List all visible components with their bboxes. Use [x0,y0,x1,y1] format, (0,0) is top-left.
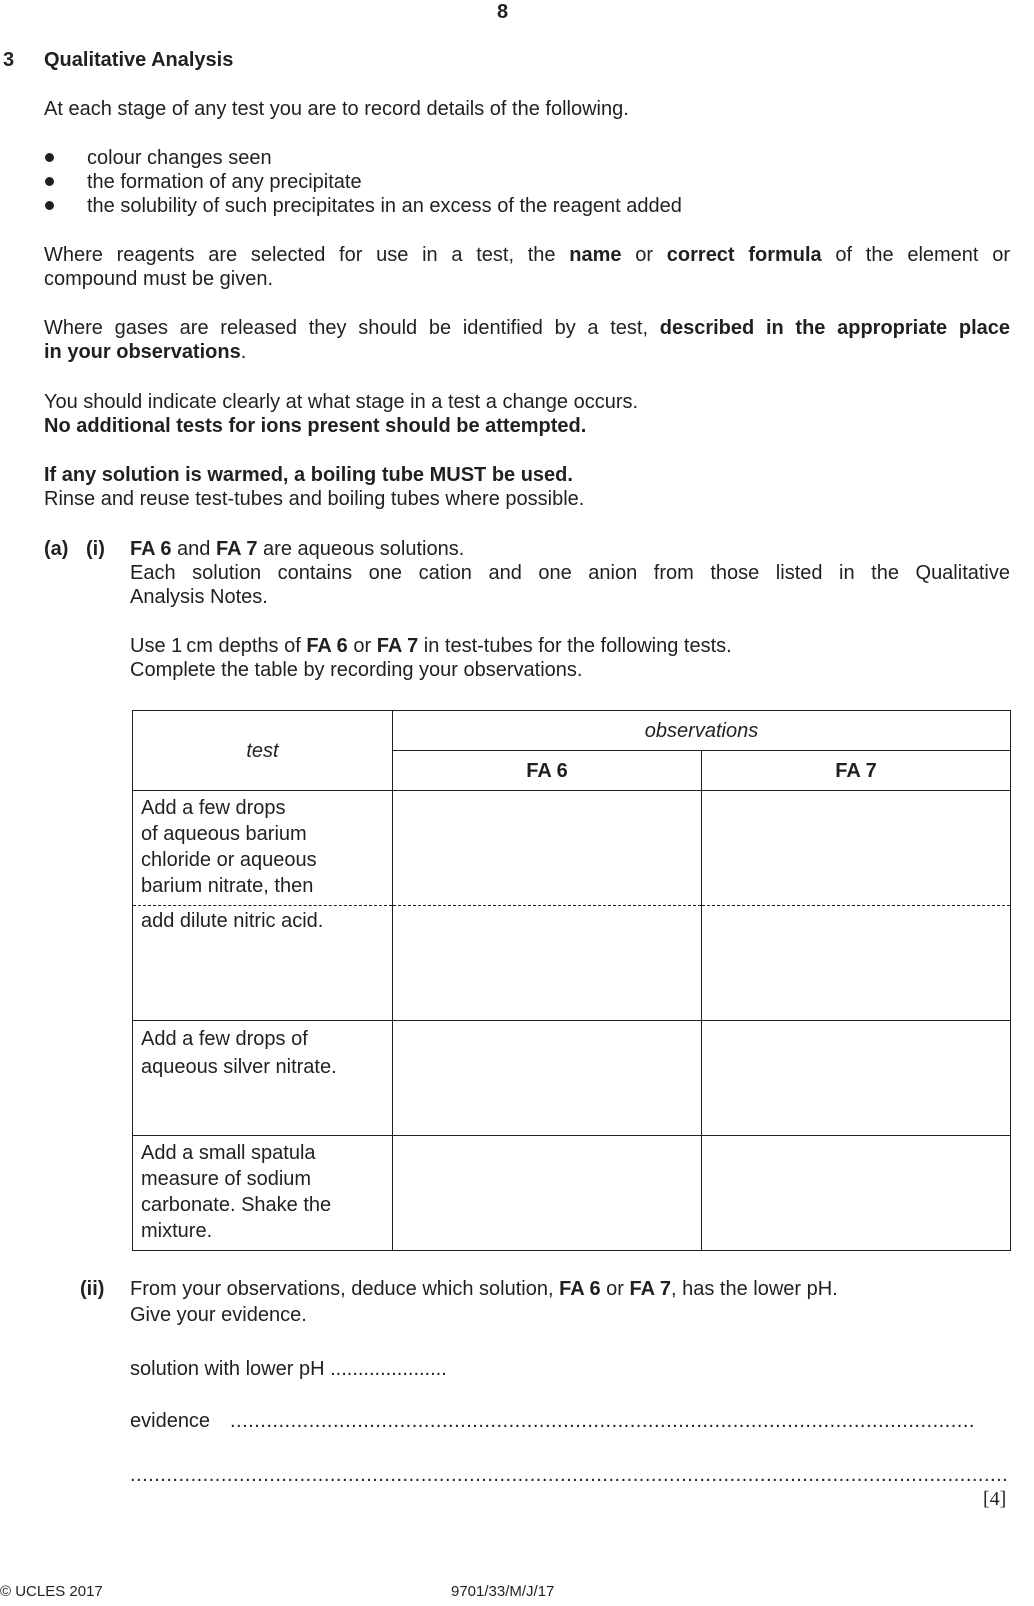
fa6-answer-cell[interactable] [393,791,702,906]
part-a-line3: Analysis Notes. [130,586,268,608]
use-depths-instruction: Use 1 cm depths of FA 6 or FA 7 in test-tubes for the following tests. [130,635,732,657]
fa7-answer-cell[interactable] [702,1136,1011,1251]
bullet-icon [45,177,54,186]
bullet-icon [45,153,54,162]
bullet-item: the formation of any precipitate [87,171,362,193]
part-ii-line1: From your observations, deduce which solution, FA 6 or FA 7, has the lower pH. [130,1278,838,1300]
bullet-item: the solubility of such precipitates in an excess of the reagent added [87,195,682,217]
test-cell: Add a few drops of aqueous silver nitrate. [133,1021,393,1136]
part-a-line1: FA 6 and FA 7 are aqueous solutions. [130,538,465,560]
header-fa6: FA 6 [393,751,702,791]
reagents-paragraph-end: compound must be given. [44,268,274,290]
header-fa7: FA 7 [702,751,1011,791]
part-a-line2: Each solution contains one cation and one anion from those listed in the Qualitative [130,562,1010,584]
observations-table [132,710,1011,1251]
fa6-answer-cell[interactable] [393,906,702,1021]
marks: [4] [983,1488,1007,1510]
gases-paragraph: Where gases are released they should be identified by a test, described in the appropriate place [44,317,1010,339]
gases-paragraph-end: in your observations. [44,341,247,363]
test-cell: Add a small spatula measure of sodium carbonate. Shake the mixture. [133,1136,393,1251]
header-observations: observations [393,711,1011,751]
stage-instruction: You should indicate clearly at what stage in a test a change occurs. [44,391,639,413]
reagents-paragraph: Where reagents are selected for use in a test, the name or correct formula of the element or [44,244,1010,266]
question-title: Qualitative Analysis [44,49,234,71]
part-ii-label: (ii) [80,1278,105,1300]
fa6-answer-cell[interactable] [393,1136,702,1251]
footer-paper-code: 9701/33/M/J/17 [451,1583,555,1600]
question-number: 3 [3,49,15,71]
no-additional-tests: No additional tests for ions present should be attempted. [44,415,587,437]
part-i-label: (i) [86,538,105,560]
part-a-label: (a) [44,538,69,560]
fa7-answer-cell[interactable] [702,906,1011,1021]
complete-table-instruction: Complete the table by recording your observations. [130,659,583,681]
bullet-icon [45,201,54,210]
evidence-answer-line[interactable]: ........................................................................................................................... [230,1410,975,1432]
fa6-answer-cell[interactable] [393,1021,702,1136]
header-test: test [133,711,393,791]
footer-copyright: © UCLES 2017 [0,1583,103,1600]
part-ii-line2: Give your evidence. [130,1304,307,1326]
fa7-answer-cell[interactable] [702,791,1011,906]
boiling-tube-warning: If any solution is warmed, a boiling tube MUST be used. [44,464,573,486]
evidence-label: evidence [130,1410,211,1432]
table-row [133,791,1011,906]
test-cell: Add a few drops of aqueous barium chloride or aqueous barium nitrate, then [133,791,393,906]
intro-line: At each stage of any test you are to record details of the following. [44,98,629,120]
page-number: 8 [497,1,509,23]
evidence-answer-line-2[interactable]: ................................................................................................................................................. [130,1464,1009,1486]
table-row [133,1021,1011,1136]
bullet-item: colour changes seen [87,147,272,169]
table-row [133,1136,1011,1251]
table-row [133,906,1011,1021]
fa7-answer-cell[interactable] [702,1021,1011,1136]
lower-ph-answer-line[interactable]: solution with lower pH ..................... [130,1358,447,1380]
test-cell: add dilute nitric acid. [133,906,393,1021]
rinse-instruction: Rinse and reuse test-tubes and boiling tubes where possible. [44,488,585,510]
